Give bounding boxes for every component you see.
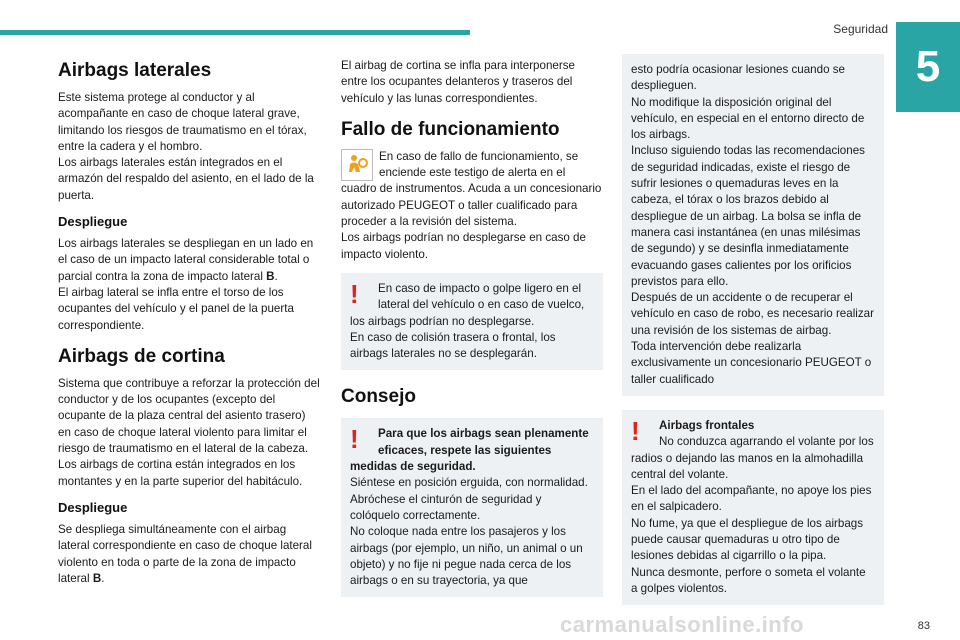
chapter-number-tab: 5 bbox=[896, 22, 960, 112]
paragraph: Nunca desmonte, perfore o someta el volante a golpes violentos. bbox=[631, 565, 866, 595]
airbag-warning-icon bbox=[341, 149, 373, 181]
exclamation-icon: ! bbox=[350, 424, 359, 455]
heading-despliegue: Despliegue bbox=[58, 214, 128, 230]
paragraph: En caso de impacto o golpe ligero en el lateral del vehículo o en caso de vuelco, los airbags podrían no desplegarse. bbox=[350, 281, 585, 328]
heading-airbags-laterales: Airbags laterales bbox=[58, 60, 212, 81]
paragraph: Sistema que contribuye a reforzar la protección del conductor y de los ocupantes (excepto del ocupante de la plaza central del asiento trasero) en caso de choque lateral violento para limitar el riesgo de traumatismo en el lateral de la cabeza. bbox=[58, 376, 320, 456]
paragraph: Los airbags podrían no desplegarse en caso de impacto violento. bbox=[341, 231, 586, 261]
paragraph: Abróchese el cinturón de seguridad y colóquelo correctamente. bbox=[350, 492, 542, 522]
paragraph: El airbag lateral se infla entre el torso de los ocupantes del vehículo y el panel de la puerta correspondiente. bbox=[58, 285, 294, 332]
paragraph-bold: Para que los airbags sean plenamente eficaces, respete las siguientes medidas de seguridad. bbox=[350, 427, 589, 474]
heading-consejo: Consejo bbox=[341, 386, 416, 408]
warning-box bbox=[622, 410, 884, 605]
paragraph: Los airbags laterales se despliegan en un lado en el caso de un impacto lateral considerable total o parcial contra la zona de impacto lateral B. bbox=[58, 237, 314, 283]
paragraph: esto podría ocasionar lesiones cuando se desplieguen. bbox=[631, 63, 845, 93]
warning-lamp-paragraph bbox=[341, 149, 603, 230]
column-2 bbox=[341, 54, 603, 607]
paragraph: No fume, ya que el despliegue de los airbags puede causar quemaduras u otro tipo de lesiones debidas al cigarrillo o la pipa. bbox=[631, 516, 864, 563]
page-number: 83 bbox=[917, 620, 930, 632]
box-title: Airbags frontales bbox=[659, 418, 755, 432]
warning-box-continued bbox=[622, 54, 884, 396]
section-title: Seguridad bbox=[833, 22, 888, 36]
paragraph: Los airbags laterales están integrados en el armazón del respaldo del asiento, en el lado de la puerta. bbox=[58, 156, 314, 202]
zone-label-b: B bbox=[266, 269, 275, 283]
paragraph: Toda intervención debe realizarla exclusivamente un concesionario PEUGEOT o taller cualificado bbox=[631, 340, 872, 386]
exclamation-icon: ! bbox=[350, 278, 359, 309]
paragraph: No conduzca agarrando el volante por los radios o dejando las manos en la almohadilla central del volante. bbox=[631, 435, 874, 481]
heading-airbags-cortina: Airbags de cortina bbox=[58, 345, 225, 367]
column-3 bbox=[622, 54, 884, 615]
paragraph: En caso de colisión trasera o frontal, los airbags laterales no se desplegarán. bbox=[350, 330, 556, 361]
paragraph: Siéntese en posición erguida, con normalidad. bbox=[350, 476, 588, 490]
paragraph: No coloque nada entre los pasajeros y los airbags (por ejemplo, un niño, un animal o un objeto) y no fije ni pegue nada cerca de los airbags o en su trayectoria, ya que bbox=[350, 525, 583, 588]
paragraph: Se despliega simultáneamente con el airbag lateral correspondiente en caso de choque lateral violento en toda o parte de la zona de impacto lateral B. bbox=[58, 522, 312, 585]
warning-box bbox=[341, 418, 603, 597]
paragraph: En caso de fallo de funcionamiento, se enciende este testigo de alerta en el cuadro de instrumentos. Acuda a un concesionario autorizado PEUGEOT o taller cualificado para proceder a la revisión del sistema. bbox=[341, 149, 602, 229]
heading-despliegue: Despliegue bbox=[58, 499, 128, 515]
heading-fallo-funcionamiento: Fallo de funcionamiento bbox=[341, 118, 560, 140]
paragraph: Este sistema protege al conductor y al acompañante en caso de choque lateral grave, limitando los riesgos de traumatismo en el tórax, entre la cadera y el hombro. bbox=[58, 91, 307, 153]
paragraph: Después de un accidente o de recuperar el vehículo en caso de robo, es necesario realizar una revisión de los sistemas de airbag. bbox=[631, 291, 874, 337]
warning-box bbox=[341, 273, 603, 370]
header-accent-bar bbox=[0, 30, 470, 35]
paragraph: Incluso siguiendo todas las recomendaciones de seguridad indicadas, existe el riesgo de sufrir lesiones o quemaduras leves en la cabeza, el tórax o los brazos debido al despliegue de un airbag. La bolsa se infla de manera casi instantánea (en unas milésimas de segundo) y se desinfla inmediatamente evacuando gases calientes por los orificios previstos para ello. bbox=[631, 144, 865, 288]
paragraph: Los airbags de cortina están integrados en los montantes y en la parte superior del habitáculo. bbox=[58, 458, 303, 488]
watermark: carmanualsonline.info bbox=[560, 612, 804, 637]
exclamation-icon: ! bbox=[631, 415, 640, 446]
column-1 bbox=[58, 54, 320, 587]
paragraph: El airbag de cortina se infla para interponerse entre los ocupantes delanteros y traseros del vehículo y las lunas correspondientes. bbox=[341, 59, 575, 105]
paragraph: No modifique la disposición original del vehículo, en especial en el entorno directo de los airbags. bbox=[631, 95, 865, 142]
zone-label-b: B bbox=[92, 571, 102, 585]
paragraph: En el lado del acompañante, no apoye los pies en el salpicadero. bbox=[631, 484, 872, 514]
